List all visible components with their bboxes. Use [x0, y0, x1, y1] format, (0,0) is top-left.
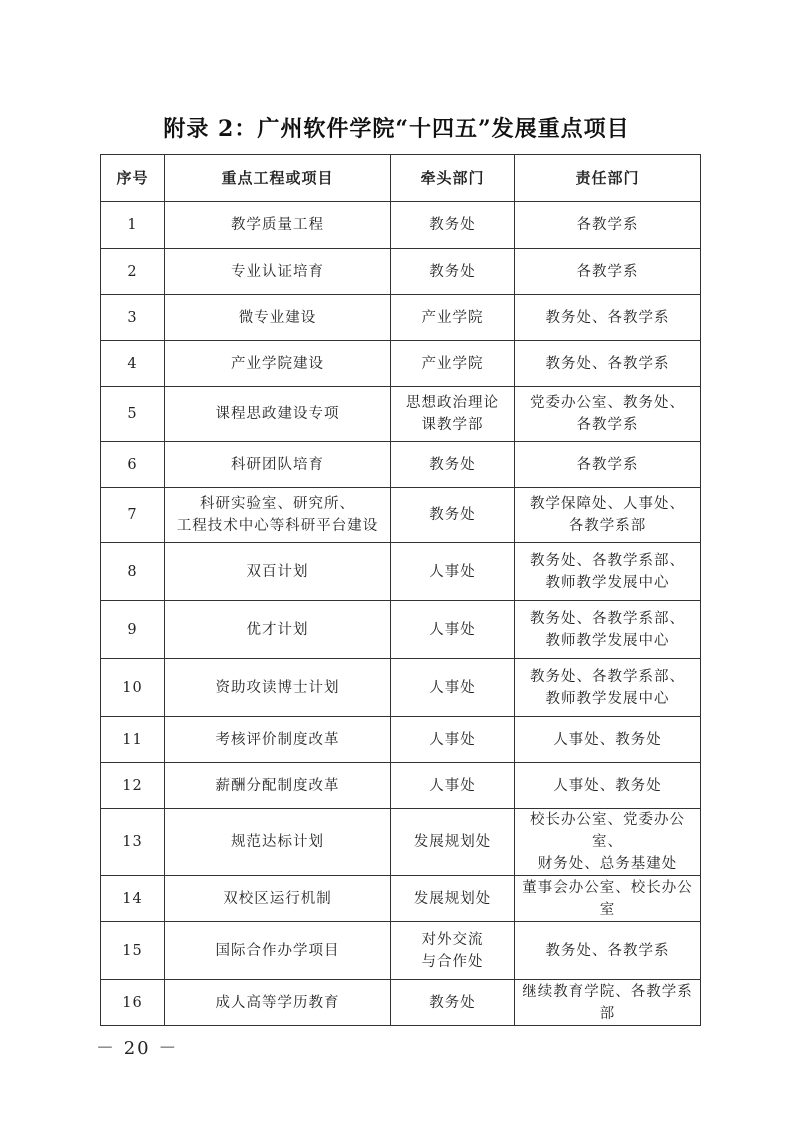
project-name [165, 543, 391, 601]
responsible-departments-line: 教务处、各教学系 [545, 942, 670, 959]
responsible-departments-line: 党委办公室、教务处、 [530, 395, 685, 411]
row-number: 13 [101, 809, 165, 876]
project-name [165, 387, 391, 442]
project-name [165, 295, 391, 341]
row-number: 4 [101, 341, 165, 387]
table-row [101, 295, 701, 341]
lead-department-line: 教务处 [429, 263, 476, 280]
table-row [101, 202, 701, 249]
lead-department [391, 922, 515, 980]
lead-department [391, 249, 515, 295]
table-row [101, 659, 701, 717]
responsible-departments [515, 876, 701, 922]
project-name-line: 资助攻读博士计划 [215, 679, 340, 696]
project-name [165, 876, 391, 922]
table-row [101, 809, 701, 876]
projects-table [100, 154, 701, 1026]
responsible-departments-line: 教务处、各教学系 [545, 309, 670, 326]
project-name-line: 课程思政建设专项 [215, 406, 340, 422]
lead-department [391, 809, 515, 876]
lead-department [391, 601, 515, 659]
lead-department-line: 教务处 [429, 217, 476, 233]
row-number: 10 [101, 659, 165, 717]
project-name [165, 763, 391, 809]
responsible-departments [515, 442, 701, 488]
lead-department [391, 876, 515, 922]
project-name-line: 双校区运行机制 [223, 890, 332, 907]
project-name [165, 442, 391, 488]
responsible-departments-line: 教务处、各教学系部、 [530, 668, 685, 685]
responsible-departments [515, 488, 701, 543]
table-row [101, 876, 701, 922]
lead-department-line: 教务处 [429, 507, 476, 523]
responsible-departments [515, 601, 701, 659]
responsible-departments-line: 各教学系 [576, 217, 639, 233]
table-row [101, 488, 701, 543]
responsible-departments [515, 341, 701, 387]
responsible-departments-line: 各教学系 [576, 417, 639, 433]
project-name-line: 产业学院建设 [231, 355, 324, 372]
row-number: 11 [101, 717, 165, 763]
table-row [101, 387, 701, 442]
responsible-departments-line: 教学保障处、人事处、 [530, 496, 685, 512]
table-row [101, 249, 701, 295]
table-body [101, 202, 701, 1026]
page-number: － 20 － [96, 1038, 179, 1059]
responsible-departments-line: 教师教学发展中心 [545, 690, 670, 707]
lead-department-line: 与合作处 [421, 953, 484, 970]
responsible-departments [515, 295, 701, 341]
row-number: 1 [101, 202, 165, 249]
project-name-line: 考核评价制度改革 [215, 731, 340, 748]
project-name-line: 薪酬分配制度改革 [215, 777, 340, 794]
lead-department-line: 教务处 [429, 994, 476, 1011]
project-name [165, 202, 391, 249]
lead-department-line: 发展规划处 [413, 890, 492, 907]
table-row [101, 601, 701, 659]
project-name-line: 国际合作办学项目 [215, 942, 340, 959]
responsible-departments-line: 校长办公室、党委办公室、 [530, 812, 685, 850]
table-row [101, 922, 701, 980]
responsible-departments-line: 各教学系 [576, 456, 639, 473]
responsible-departments-line: 教务处、各教学系部、 [530, 610, 685, 627]
table-row [101, 763, 701, 809]
lead-department-line: 人事处 [429, 731, 476, 748]
project-name [165, 922, 391, 980]
table-row [101, 442, 701, 488]
responsible-departments [515, 922, 701, 980]
lead-department-line: 人事处 [429, 679, 476, 696]
lead-department [391, 659, 515, 717]
header-resp: 责任部门 [515, 155, 701, 202]
responsible-departments [515, 543, 701, 601]
lead-department-line: 对外交流 [421, 931, 484, 948]
responsible-departments-line: 财务处、总务基建处 [537, 856, 678, 872]
responsible-departments [515, 659, 701, 717]
row-number: 14 [101, 876, 165, 922]
lead-department-line: 人事处 [429, 777, 476, 794]
header-no: 序号 [101, 155, 165, 202]
project-name [165, 341, 391, 387]
lead-department [391, 202, 515, 249]
row-number: 12 [101, 763, 165, 809]
project-name [165, 809, 391, 876]
responsible-departments [515, 980, 701, 1026]
row-number: 3 [101, 295, 165, 341]
header-lead: 牵头部门 [391, 155, 515, 202]
responsible-departments [515, 763, 701, 809]
responsible-departments-line: 教务处、各教学系部、 [530, 552, 685, 569]
project-name-line: 教学质量工程 [231, 217, 324, 233]
responsible-departments-line: 继续教育学院、各教学系部 [522, 983, 693, 1022]
responsible-departments-line: 各教学系部 [568, 518, 647, 534]
row-number: 15 [101, 922, 165, 980]
row-number: 9 [101, 601, 165, 659]
project-name-line: 规范达标计划 [231, 834, 324, 850]
responsible-departments-line: 董事会办公室、校长办公室 [522, 879, 693, 918]
row-number: 16 [101, 980, 165, 1026]
lead-department [391, 341, 515, 387]
responsible-departments [515, 202, 701, 249]
header-item: 重点工程或项目 [165, 155, 391, 202]
responsible-departments-line: 教师教学发展中心 [545, 632, 670, 649]
lead-department [391, 717, 515, 763]
row-number: 6 [101, 442, 165, 488]
table-header-row [101, 155, 701, 202]
lead-department [391, 543, 515, 601]
page-title: 附录 2：广州软件学院“十四五”发展重点项目 [163, 116, 630, 142]
responsible-departments [515, 717, 701, 763]
project-name [165, 717, 391, 763]
responsible-departments-line: 人事处、教务处 [553, 731, 662, 748]
project-name-line: 工程技术中心等科研平台建设 [176, 518, 379, 534]
project-name-line: 科研团队培育 [231, 456, 324, 473]
row-number: 2 [101, 249, 165, 295]
responsible-departments-line: 教务处、各教学系 [545, 355, 670, 372]
table-row [101, 341, 701, 387]
lead-department [391, 387, 515, 442]
project-name [165, 980, 391, 1026]
project-name [165, 249, 391, 295]
responsible-departments-line: 各教学系 [576, 263, 639, 280]
project-name-line: 科研实验室、研究所、 [200, 496, 355, 512]
lead-department-line: 产业学院 [421, 355, 484, 372]
project-name [165, 659, 391, 717]
lead-department-line: 产业学院 [421, 309, 484, 326]
project-name-line: 双百计划 [246, 563, 309, 580]
responsible-departments [515, 249, 701, 295]
lead-department [391, 295, 515, 341]
table-row [101, 980, 701, 1026]
lead-department-line: 发展规划处 [413, 834, 492, 850]
responsible-departments [515, 809, 701, 876]
responsible-departments [515, 387, 701, 442]
table-row [101, 543, 701, 601]
project-name-line: 微专业建设 [238, 309, 317, 326]
responsible-departments-line: 教师教学发展中心 [545, 574, 670, 591]
project-name-line: 专业认证培育 [231, 263, 324, 280]
lead-department-line: 思想政治理论 [406, 395, 499, 411]
lead-department [391, 442, 515, 488]
row-number: 5 [101, 387, 165, 442]
lead-department-line: 人事处 [429, 621, 476, 638]
table-row [101, 717, 701, 763]
project-name-line: 优才计划 [246, 621, 309, 638]
lead-department [391, 980, 515, 1026]
project-name [165, 601, 391, 659]
responsible-departments-line: 人事处、教务处 [553, 777, 662, 794]
lead-department-line: 教务处 [429, 456, 476, 473]
row-number: 8 [101, 543, 165, 601]
row-number: 7 [101, 488, 165, 543]
lead-department-line: 人事处 [429, 563, 476, 580]
project-name [165, 488, 391, 543]
lead-department-line: 课教学部 [421, 417, 484, 433]
project-name-line: 成人高等学历教育 [215, 994, 340, 1011]
lead-department [391, 488, 515, 543]
lead-department [391, 763, 515, 809]
